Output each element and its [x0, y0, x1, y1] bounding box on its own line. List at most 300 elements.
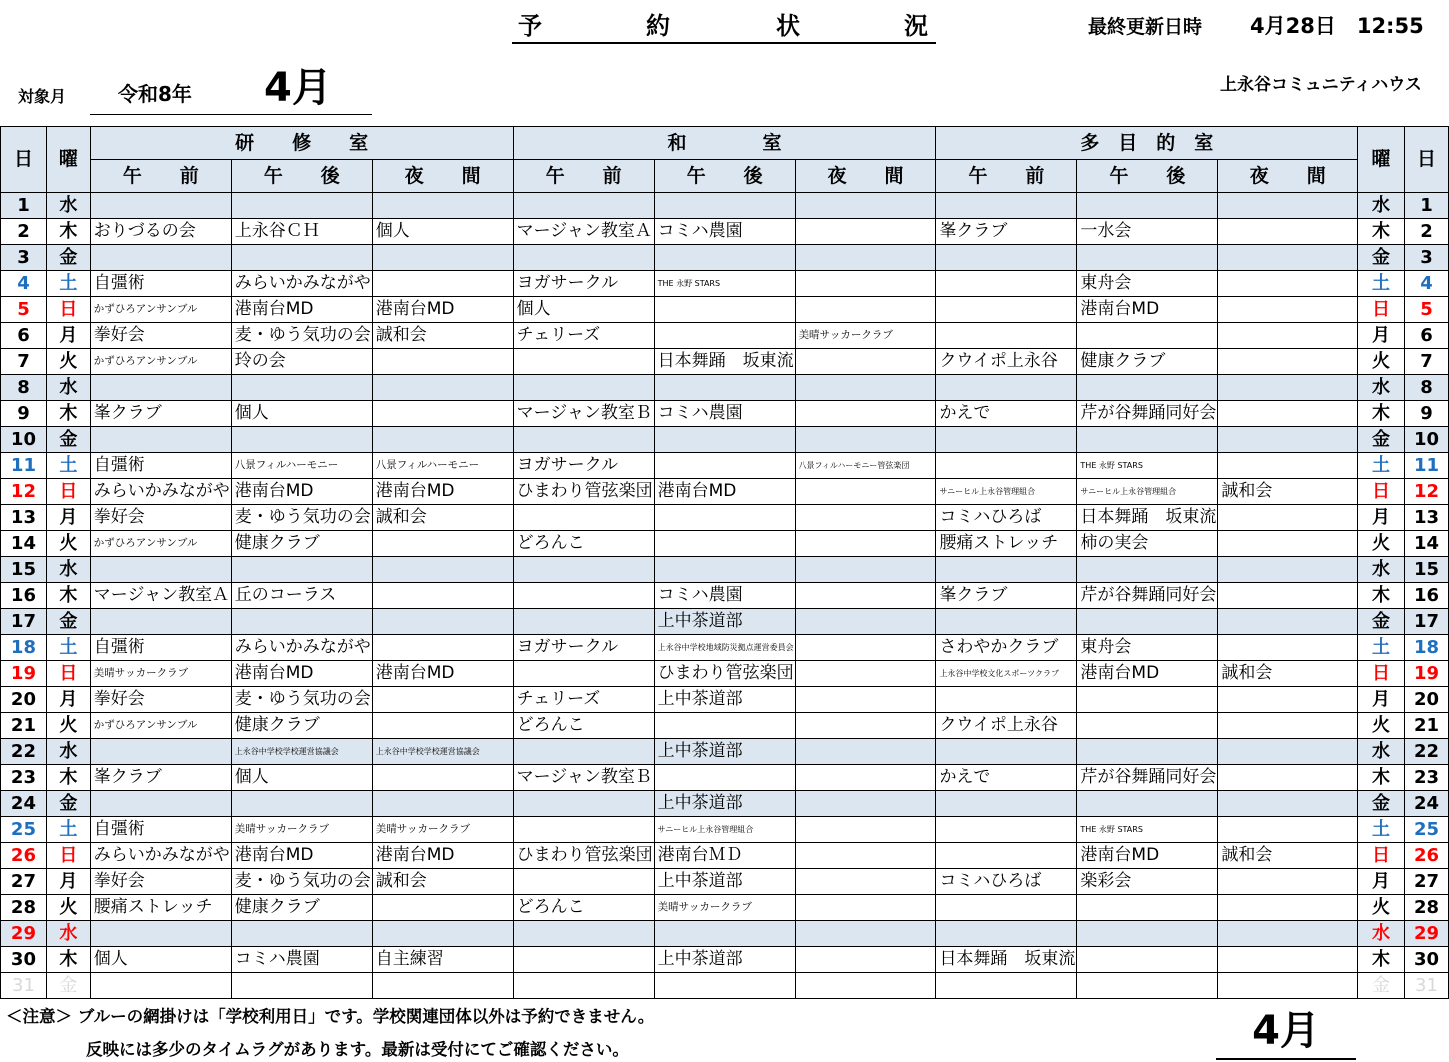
reservation-cell: THE 永野 STARS — [1077, 453, 1218, 479]
table-row — [1, 869, 1449, 895]
table-row — [1, 245, 1449, 271]
reservation-cell — [936, 843, 1077, 869]
weekday-cell: 水 — [1358, 557, 1405, 583]
reservation-cell — [513, 609, 654, 635]
note-line: 反映には多少のタイムラグがあります。最新は受付にてご確認ください。 — [86, 1040, 629, 1059]
weekday-cell: 月 — [1358, 687, 1405, 713]
weekday-cell: 木 — [1358, 583, 1405, 609]
table-row — [1, 349, 1449, 375]
reservation-rows — [1, 193, 1449, 999]
reservation-cell: 港南台MD — [1077, 297, 1218, 323]
day-cell: 9 — [1, 401, 47, 427]
footer-month: 4月 — [1216, 1004, 1356, 1060]
reservation-cell — [372, 531, 513, 557]
reservation-cell: 上永谷中学校文化スポーツクラブ — [936, 661, 1077, 687]
reservation-cell — [513, 349, 654, 375]
reservation-cell — [795, 869, 936, 895]
reservation-cell: 健康クラブ — [231, 895, 372, 921]
weekday-header: 曜 — [1358, 127, 1405, 193]
reservation-cell — [795, 583, 936, 609]
reservation-cell — [795, 531, 936, 557]
period-header-row — [1, 160, 1449, 193]
weekday-cell: 日 — [46, 479, 90, 505]
title-char: 予 — [518, 12, 542, 40]
reservation-cell — [654, 323, 795, 349]
reservation-cell: 誠和会 — [1218, 661, 1358, 687]
weekday-cell: 木 — [46, 583, 90, 609]
reservation-cell — [513, 427, 654, 453]
reservation-cell: マージャン教室Ｂ — [513, 401, 654, 427]
reservation-cell: 拳好会 — [90, 869, 231, 895]
reservation-cell — [1218, 817, 1358, 843]
reservation-cell: 個人 — [90, 947, 231, 973]
reservation-cell: 東舟会 — [1077, 271, 1218, 297]
reservation-cell: THE 永野 STARS — [654, 271, 795, 297]
table-row — [1, 609, 1449, 635]
reservation-cell: コミハ農園 — [654, 583, 795, 609]
reservation-cell — [1218, 427, 1358, 453]
reservation-cell — [513, 921, 654, 947]
weekday-cell: 月 — [46, 687, 90, 713]
room-header-japanese: 和 室 — [513, 127, 936, 160]
reservation-cell: 丘のコーラス — [231, 583, 372, 609]
reservation-cell — [231, 609, 372, 635]
reservation-cell — [936, 193, 1077, 219]
reservation-cell — [795, 505, 936, 531]
reservation-cell: ひまわり管弦楽団 — [513, 479, 654, 505]
reservation-cell: 港南台MD — [372, 479, 513, 505]
reservation-cell — [795, 609, 936, 635]
reservation-cell — [231, 193, 372, 219]
reservation-cell — [936, 271, 1077, 297]
reservation-cell — [372, 973, 513, 999]
weekday-cell: 金 — [46, 427, 90, 453]
day-cell: 3 — [1, 245, 47, 271]
reservation-cell: 港南台MD — [1077, 661, 1218, 687]
table-row — [1, 765, 1449, 791]
reservation-cell — [936, 245, 1077, 271]
weekday-cell: 土 — [46, 817, 90, 843]
reservation-cell: 腰痛ストレッチ — [936, 531, 1077, 557]
day-cell: 9 — [1404, 401, 1448, 427]
reservation-cell — [936, 453, 1077, 479]
table-row — [1, 791, 1449, 817]
reservation-cell — [795, 843, 936, 869]
day-cell: 5 — [1, 297, 47, 323]
weekday-cell: 木 — [46, 947, 90, 973]
reservation-cell — [372, 713, 513, 739]
reservation-cell — [513, 817, 654, 843]
reservation-cell — [936, 557, 1077, 583]
reservation-cell: 峯クラブ — [90, 401, 231, 427]
day-cell: 16 — [1404, 583, 1448, 609]
table-row — [1, 453, 1449, 479]
reservation-cell — [231, 557, 372, 583]
reservation-cell — [1218, 557, 1358, 583]
reservation-cell — [372, 557, 513, 583]
weekday-cell: 水 — [1358, 739, 1405, 765]
title-char: 況 — [904, 12, 928, 40]
reservation-cell: 健康クラブ — [1077, 349, 1218, 375]
weekday-cell: 水 — [46, 557, 90, 583]
period-header: 夜 間 — [795, 160, 936, 193]
reservation-cell — [795, 193, 936, 219]
reservation-cell: ヨガサークル — [513, 453, 654, 479]
day-cell: 13 — [1, 505, 47, 531]
reservation-cell: 自彊術 — [90, 817, 231, 843]
reservation-cell — [231, 791, 372, 817]
reservation-cell — [795, 921, 936, 947]
period-header: 夜 間 — [1218, 160, 1358, 193]
weekday-cell: 水 — [1358, 193, 1405, 219]
reservation-cell: 港南台MD — [1077, 843, 1218, 869]
table-row — [1, 375, 1449, 401]
reservation-table — [0, 126, 1449, 999]
reservation-cell: 自彊術 — [90, 635, 231, 661]
reservation-cell — [795, 349, 936, 375]
reservation-cell — [1218, 219, 1358, 245]
reservation-cell: 一水会 — [1077, 219, 1218, 245]
reservation-cell — [795, 973, 936, 999]
reservation-cell: ヨガサークル — [513, 271, 654, 297]
day-cell: 28 — [1404, 895, 1448, 921]
reservation-cell: 上永谷ＣＨ — [231, 219, 372, 245]
weekday-cell: 日 — [1358, 661, 1405, 687]
day-cell: 12 — [1404, 479, 1448, 505]
day-cell: 6 — [1, 323, 47, 349]
reservation-cell: THE 永野 STARS — [1077, 817, 1218, 843]
weekday-cell: 木 — [1358, 947, 1405, 973]
reservation-cell — [1077, 609, 1218, 635]
reservation-cell — [1218, 869, 1358, 895]
weekday-cell: 土 — [1358, 635, 1405, 661]
reservation-cell: 誠和会 — [372, 323, 513, 349]
reservation-cell: さわやかクラブ — [936, 635, 1077, 661]
reservation-cell — [372, 609, 513, 635]
reservation-cell — [795, 687, 936, 713]
reservation-cell: 港南台MD — [372, 297, 513, 323]
weekday-cell: 日 — [46, 843, 90, 869]
day-cell: 10 — [1, 427, 47, 453]
reservation-cell — [231, 921, 372, 947]
reservation-cell — [90, 375, 231, 401]
reservation-cell: かえで — [936, 765, 1077, 791]
facility-name: 上永谷コミュニティハウス — [1220, 75, 1422, 95]
page-title — [512, 2, 936, 44]
day-cell: 11 — [1404, 453, 1448, 479]
reservation-cell: みらいかみながや — [90, 843, 231, 869]
reservation-cell — [936, 817, 1077, 843]
weekday-cell: 金 — [1358, 427, 1405, 453]
reservation-cell — [795, 479, 936, 505]
reservation-cell — [795, 401, 936, 427]
reservation-cell — [372, 583, 513, 609]
reservation-cell: どろんこ — [513, 531, 654, 557]
reservation-cell — [231, 245, 372, 271]
weekday-cell: 火 — [46, 349, 90, 375]
reservation-cell — [372, 245, 513, 271]
weekday-cell: 土 — [46, 271, 90, 297]
reservation-cell — [654, 557, 795, 583]
reservation-cell: おりづるの会 — [90, 219, 231, 245]
day-header: 日 — [1, 127, 47, 193]
reservation-cell — [1218, 687, 1358, 713]
reservation-cell: 美晴サッカークラブ — [795, 323, 936, 349]
table-row — [1, 583, 1449, 609]
reservation-cell: 上中茶道部 — [654, 739, 795, 765]
weekday-cell: 火 — [1358, 895, 1405, 921]
reservation-cell — [90, 557, 231, 583]
reservation-cell — [513, 505, 654, 531]
reservation-cell: 自彊術 — [90, 271, 231, 297]
target-month-label: 対象月 — [18, 87, 67, 106]
reservation-cell: 上中茶道部 — [654, 791, 795, 817]
weekday-cell: 日 — [1358, 297, 1405, 323]
reservation-cell — [1218, 947, 1358, 973]
reservation-cell: 個人 — [513, 297, 654, 323]
reservation-cell: 健康クラブ — [231, 713, 372, 739]
reservation-cell: コミハ農園 — [654, 401, 795, 427]
weekday-cell: 火 — [1358, 349, 1405, 375]
day-cell: 19 — [1404, 661, 1448, 687]
reservation-cell: 港南台MD — [231, 297, 372, 323]
weekday-cell: 水 — [46, 739, 90, 765]
reservation-cell — [1218, 583, 1358, 609]
day-cell: 18 — [1404, 635, 1448, 661]
reservation-cell — [654, 297, 795, 323]
reservation-cell: 港南台MD — [231, 661, 372, 687]
reservation-cell: 上中茶道部 — [654, 609, 795, 635]
reservation-cell: どろんこ — [513, 895, 654, 921]
reservation-cell: 八景フィルハーモニー — [231, 453, 372, 479]
day-cell: 11 — [1, 453, 47, 479]
weekday-cell: 金 — [1358, 245, 1405, 271]
day-cell: 23 — [1404, 765, 1448, 791]
reservation-cell — [795, 817, 936, 843]
weekday-cell: 日 — [46, 661, 90, 687]
weekday-cell: 月 — [46, 869, 90, 895]
day-cell: 30 — [1404, 947, 1448, 973]
table-row — [1, 271, 1449, 297]
day-cell: 25 — [1404, 817, 1448, 843]
table-row — [1, 687, 1449, 713]
reservation-cell: 誠和会 — [1218, 843, 1358, 869]
reservation-cell — [90, 245, 231, 271]
reservation-cell — [1077, 973, 1218, 999]
weekday-cell: 月 — [46, 323, 90, 349]
reservation-cell: コミハひろば — [936, 869, 1077, 895]
reservation-cell — [654, 713, 795, 739]
reservation-cell: コミハひろば — [936, 505, 1077, 531]
table-row — [1, 739, 1449, 765]
reservation-cell — [936, 791, 1077, 817]
reservation-cell: 個人 — [231, 401, 372, 427]
reservation-cell — [90, 791, 231, 817]
weekday-cell: 水 — [1358, 375, 1405, 401]
reservation-cell: 日本舞踊 坂東流 — [1077, 505, 1218, 531]
day-cell: 2 — [1404, 219, 1448, 245]
reservation-cell — [936, 973, 1077, 999]
table-row — [1, 817, 1449, 843]
day-cell: 26 — [1, 843, 47, 869]
reservation-cell — [231, 375, 372, 401]
reservation-cell — [1218, 921, 1358, 947]
day-cell: 27 — [1, 869, 47, 895]
reservation-cell — [795, 271, 936, 297]
period-header: 午 前 — [90, 160, 231, 193]
reservation-cell: 港南台MD — [231, 843, 372, 869]
reservation-cell — [1077, 713, 1218, 739]
title-char: 状 — [776, 12, 800, 40]
reservation-cell: クウイポ上永谷 — [936, 349, 1077, 375]
reservation-cell — [1218, 739, 1358, 765]
reservation-cell: 港南台MD — [372, 661, 513, 687]
weekday-cell: 木 — [46, 219, 90, 245]
reservation-cell — [654, 193, 795, 219]
reservation-cell — [1218, 245, 1358, 271]
reservation-cell: 誠和会 — [372, 505, 513, 531]
day-cell: 29 — [1404, 921, 1448, 947]
period-header: 午 後 — [654, 160, 795, 193]
table-row — [1, 323, 1449, 349]
reservation-cell: 峯クラブ — [936, 219, 1077, 245]
reservation-cell — [795, 765, 936, 791]
reservation-cell — [90, 739, 231, 765]
weekday-cell: 月 — [1358, 323, 1405, 349]
reservation-cell — [513, 583, 654, 609]
table-row — [1, 193, 1449, 219]
day-cell: 31 — [1404, 973, 1448, 999]
reservation-cell — [231, 427, 372, 453]
room-header-multipurpose: 多 目 的 室 — [936, 127, 1358, 160]
weekday-cell: 土 — [1358, 271, 1405, 297]
reservation-cell: かずひろアンサンブル — [90, 531, 231, 557]
reservation-cell: 麦・ゆう気功の会 — [231, 869, 372, 895]
reservation-cell: 港南台MD — [372, 843, 513, 869]
reservation-cell — [654, 245, 795, 271]
reservation-cell — [372, 375, 513, 401]
weekday-cell: 日 — [1358, 479, 1405, 505]
reservation-cell: 麦・ゆう気功の会 — [231, 323, 372, 349]
reservation-cell — [513, 375, 654, 401]
day-cell: 10 — [1404, 427, 1448, 453]
day-cell: 23 — [1, 765, 47, 791]
day-cell: 17 — [1, 609, 47, 635]
reservation-cell: 麦・ゆう気功の会 — [231, 505, 372, 531]
reservation-cell — [1077, 687, 1218, 713]
reservation-cell — [1218, 609, 1358, 635]
reservation-cell — [936, 921, 1077, 947]
reservation-cell — [513, 193, 654, 219]
reservation-cell — [1077, 375, 1218, 401]
weekday-cell: 金 — [1358, 973, 1405, 999]
reservation-cell: 上中茶道部 — [654, 869, 795, 895]
weekday-cell: 金 — [46, 791, 90, 817]
weekday-cell: 土 — [1358, 453, 1405, 479]
reservation-cell — [1218, 791, 1358, 817]
reservation-cell — [795, 557, 936, 583]
reservation-cell — [795, 375, 936, 401]
reservation-cell: 港南台MD — [654, 479, 795, 505]
reservation-cell: チェリーズ — [513, 323, 654, 349]
reservation-cell: コミハ農園 — [231, 947, 372, 973]
weekday-header: 曜 — [46, 127, 90, 193]
table-row — [1, 219, 1449, 245]
day-cell: 14 — [1, 531, 47, 557]
weekday-cell: 金 — [46, 245, 90, 271]
reservation-cell — [513, 973, 654, 999]
period-header: 夜 間 — [372, 160, 513, 193]
reservation-cell: 芹が谷舞踊同好会 — [1077, 401, 1218, 427]
weekday-cell: 土 — [1358, 817, 1405, 843]
weekday-cell: 日 — [1358, 843, 1405, 869]
reservation-cell: かえで — [936, 401, 1077, 427]
reservation-cell — [1218, 349, 1358, 375]
reservation-cell: 柿の実会 — [1077, 531, 1218, 557]
reservation-cell — [1218, 635, 1358, 661]
reservation-cell — [936, 427, 1077, 453]
reservation-cell — [936, 895, 1077, 921]
room-header-row — [1, 127, 1449, 160]
day-cell: 21 — [1404, 713, 1448, 739]
reservation-cell: 日本舞踊 坂東流 — [654, 349, 795, 375]
reservation-cell — [1218, 713, 1358, 739]
day-cell: 1 — [1404, 193, 1448, 219]
reservation-cell: 美晴サッカークラブ — [90, 661, 231, 687]
last-updated-value: 4月28日 12:55 — [1250, 14, 1424, 38]
reservation-cell — [654, 973, 795, 999]
reservation-cell — [795, 947, 936, 973]
day-cell: 31 — [1, 973, 47, 999]
reservation-cell: みらいかみながや — [90, 479, 231, 505]
day-cell: 16 — [1, 583, 47, 609]
reservation-cell: ひまわり管弦楽団 — [513, 843, 654, 869]
reservation-cell: 美晴サッカークラブ — [654, 895, 795, 921]
reservation-cell: 拳好会 — [90, 323, 231, 349]
reservation-cell: かずひろアンサンブル — [90, 297, 231, 323]
day-cell: 26 — [1404, 843, 1448, 869]
reservation-cell — [1218, 375, 1358, 401]
reservation-cell — [90, 427, 231, 453]
reservation-cell — [90, 921, 231, 947]
reservation-cell: マージャン教室Ｂ — [513, 765, 654, 791]
reservation-cell — [231, 973, 372, 999]
weekday-cell: 金 — [46, 609, 90, 635]
reservation-cell: 楽彩会 — [1077, 869, 1218, 895]
reservation-cell — [513, 661, 654, 687]
reservation-cell — [372, 895, 513, 921]
reservation-cell: 峯クラブ — [90, 765, 231, 791]
reservation-cell — [936, 739, 1077, 765]
reservation-cell — [795, 635, 936, 661]
table-row — [1, 635, 1449, 661]
reservation-cell: 八景フィルハーモニー管弦楽団 — [795, 453, 936, 479]
table-row — [1, 895, 1449, 921]
reservation-cell — [1077, 193, 1218, 219]
day-cell: 2 — [1, 219, 47, 245]
reservation-cell: 個人 — [231, 765, 372, 791]
reservation-cell — [654, 453, 795, 479]
reservation-cell — [654, 505, 795, 531]
day-cell: 3 — [1404, 245, 1448, 271]
reservation-cell — [372, 635, 513, 661]
table-row — [1, 297, 1449, 323]
reservation-cell — [1077, 557, 1218, 583]
reservation-cell — [795, 661, 936, 687]
reservation-cell — [795, 427, 936, 453]
table-row — [1, 401, 1449, 427]
reservation-cell — [795, 245, 936, 271]
